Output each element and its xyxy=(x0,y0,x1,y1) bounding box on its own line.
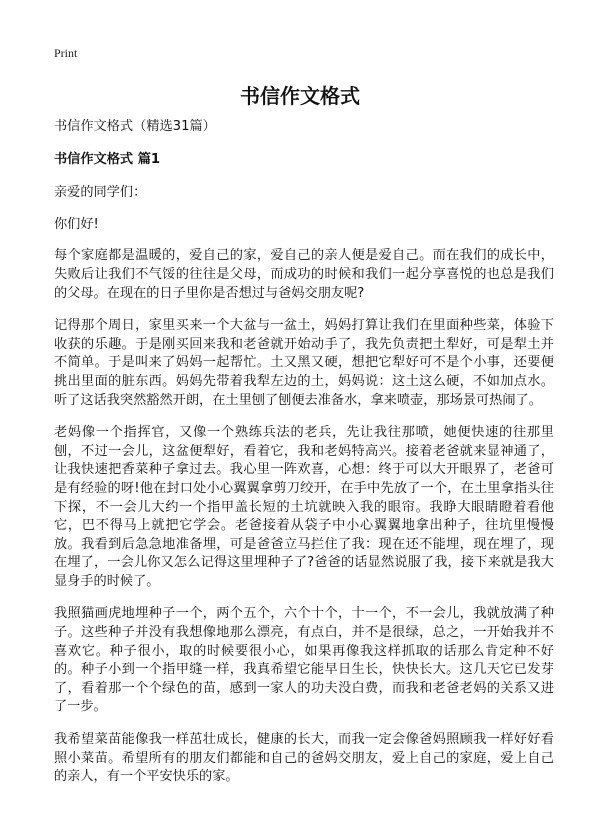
print-link[interactable]: Print xyxy=(54,46,78,60)
paragraph-4: 我照猫画虎地埋种子一个，两个五个，六个十个，十一个，不一会儿，我就放满了种子。这些种子并没有我想像地那么漂亮，有点白，并不是很绿，总之，一开始我并不喜欢它。种子很小，取的时候要很小心，如果再像我这样抓取的话那么肯定种不好的。种子小到一个指甲缝一样，我真希望它能早日生长，快快长大。这几天它已发芽了，看着那一个个绿色的苗，感到一家人的功夫没白费，而我和老爸老妈的关系又进了一步。 xyxy=(54,606,554,715)
paragraph-3: 老妈像一个指挥官，又像一个熟练兵法的老兵，先让我往那喷，她便快速的往那里刨，不过一会儿，这盆便犁好，看着它，我和老妈特高兴。接着老爸就来显神通了，让我快速把香菜种子拿过去。我心里一阵欢喜，心想：终于可以大开眼界了，老爸可是有经验的呀!他在封口处小心翼翼拿剪刀绞开，在手中先放了一个，在土里拿指头往下探，不一会儿大约一个指甲盖长短的土坑就映入我的眼帘。我睁大眼睛瞪着看他它，巴不得马上就把它学会。老爸接着从袋子中小心翼翼地拿出种子，往坑里慢慢放。我看到后急急地准备埋，可是爸爸立马拦住了我：现在还不能埋，现在埋了，现在埋了，一会儿你又怎么记得这里埋种子了?爸爸的话显然说服了我，接下来就是我大显身手的时候了。 xyxy=(54,425,554,589)
document-title: 书信作文格式 xyxy=(240,84,360,108)
paragraph-1: 每个家庭都是温暖的，爱自己的家，爱自己的亲人便是爱自己。而在我们的成长中，失败后让我们不气馁的往往是父母，而成功的时候和我们一起分享喜悦的也总是我们的父母。在现在的日子里你是否想过与爸妈交朋友呢? xyxy=(54,248,554,301)
paragraph-5: 我希望菜苗能像我一样茁壮成长，健康的长大，而我一定会像爸妈照顾我一样好好看照小菜苗。希望所有的朋友们都能和自己的爸妈交朋友，爱上自己的家庭，爱上自己的亲人，有一个平安快乐的家。 xyxy=(54,732,554,785)
section-heading: 书信作文格式 篇1 xyxy=(54,151,161,167)
document-subtitle: 书信作文格式（精选31篇） xyxy=(54,119,216,134)
document-body xyxy=(54,118,554,801)
greeting: 你们好! xyxy=(54,216,99,232)
paragraph-2: 记得那个周日，家里买来一个大盆与一盆土，妈妈打算让我们在里面种些菜，体验下收获的乐趣。于是刚买回来我和老爸就开始动手了，我先负责把土犁好，可是犁土并不简单。于是叫来了妈妈一起帮忙。土又黑又硬，想把它犁好可不是个小事，还要便挑出里面的脏东西。妈妈先带着我犁左边的土，妈妈说：这土这么硬，不如加点水。听了这话我突然豁然开朗，在土里刨了刨便去准备水，拿来喷壶，那场景可热闹了。 xyxy=(54,318,554,408)
salutation: 亲爱的同学们： xyxy=(54,185,147,201)
